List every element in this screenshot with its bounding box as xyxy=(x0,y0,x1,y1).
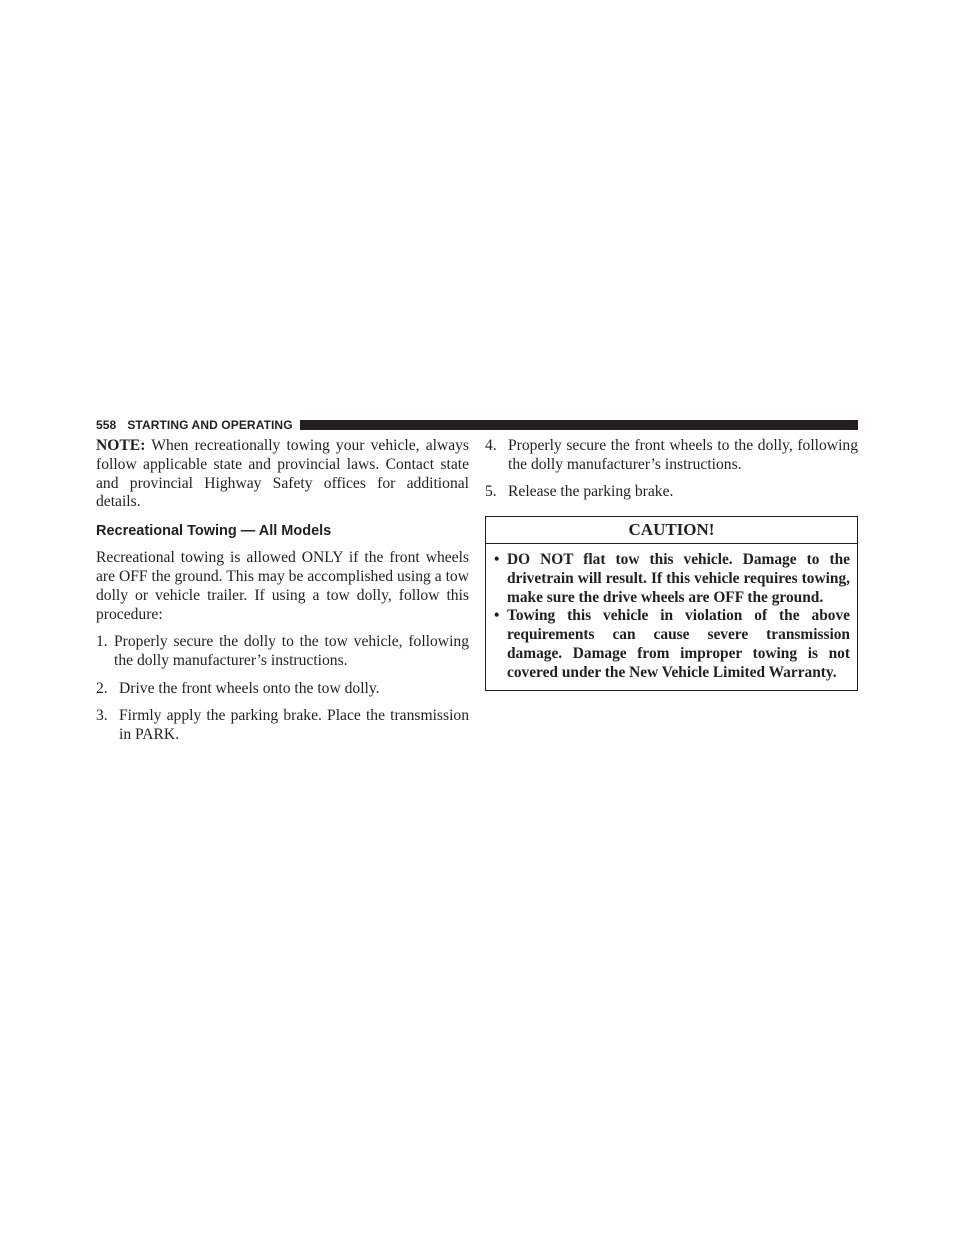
step-text: Firmly apply the parking brake. Place the transmission in PARK. xyxy=(119,706,469,743)
step-number: 3. xyxy=(96,706,108,724)
caution-item xyxy=(493,607,850,682)
page-header xyxy=(96,417,858,433)
step-text: Properly secure the front wheels to the dolly, following the dolly manufacturer’s instructions. xyxy=(508,437,858,473)
step-text: Release the parking brake. xyxy=(508,483,674,501)
step-item xyxy=(485,437,858,475)
caution-text: DO NOT flat tow this vehicle. Damage to the drivetrain will result. If this vehicle requires towing, make sure the drive wheels are OFF the ground. xyxy=(507,550,850,606)
note-paragraph xyxy=(96,437,469,512)
bullet-icon: • xyxy=(494,550,500,568)
section-title: STARTING AND OPERATING xyxy=(127,418,293,432)
caution-list xyxy=(486,544,857,690)
caution-text: Towing this vehicle in violation of the above requirements can cause severe transmission damage. Damage from improper towing is not covered under the New Vehicle Limited Warranty. xyxy=(507,607,850,681)
right-column xyxy=(485,437,858,691)
step-item xyxy=(96,707,469,745)
step-number: 5. xyxy=(485,483,497,501)
intro-paragraph: Recreational towing is allowed ONLY if the front wheels are OFF the ground. This may be accomplished using a tow dolly or vehicle trailer. If using a tow dolly, follow this procedure: xyxy=(96,549,469,623)
bullet-icon: • xyxy=(494,607,500,625)
note-text: When recreationally towing your vehicle, always follow applicable state and provincial laws. Contact state and provincial Highway Safety offices for additional details. xyxy=(96,437,469,511)
note-label: NOTE: xyxy=(96,437,146,454)
page-number: 558 xyxy=(96,418,117,432)
step-item xyxy=(96,680,469,699)
step-text: Drive the front wheels onto the tow dolly. xyxy=(119,679,380,697)
step-number: 1. xyxy=(96,633,108,651)
step-text: Properly secure the dolly to the tow vehicle, following the dolly manufacturer’s instructions. xyxy=(114,633,469,670)
header-rule xyxy=(300,420,858,430)
step-item xyxy=(485,483,858,502)
caution-title: CAUTION! xyxy=(486,517,857,544)
step-number: 4. xyxy=(485,437,497,454)
subheading: Recreational Towing — All Models xyxy=(96,523,332,540)
caution-item xyxy=(493,551,850,607)
step-item xyxy=(96,633,469,671)
step-number: 2. xyxy=(96,679,108,697)
caution-box xyxy=(485,516,858,691)
left-column xyxy=(96,437,469,753)
